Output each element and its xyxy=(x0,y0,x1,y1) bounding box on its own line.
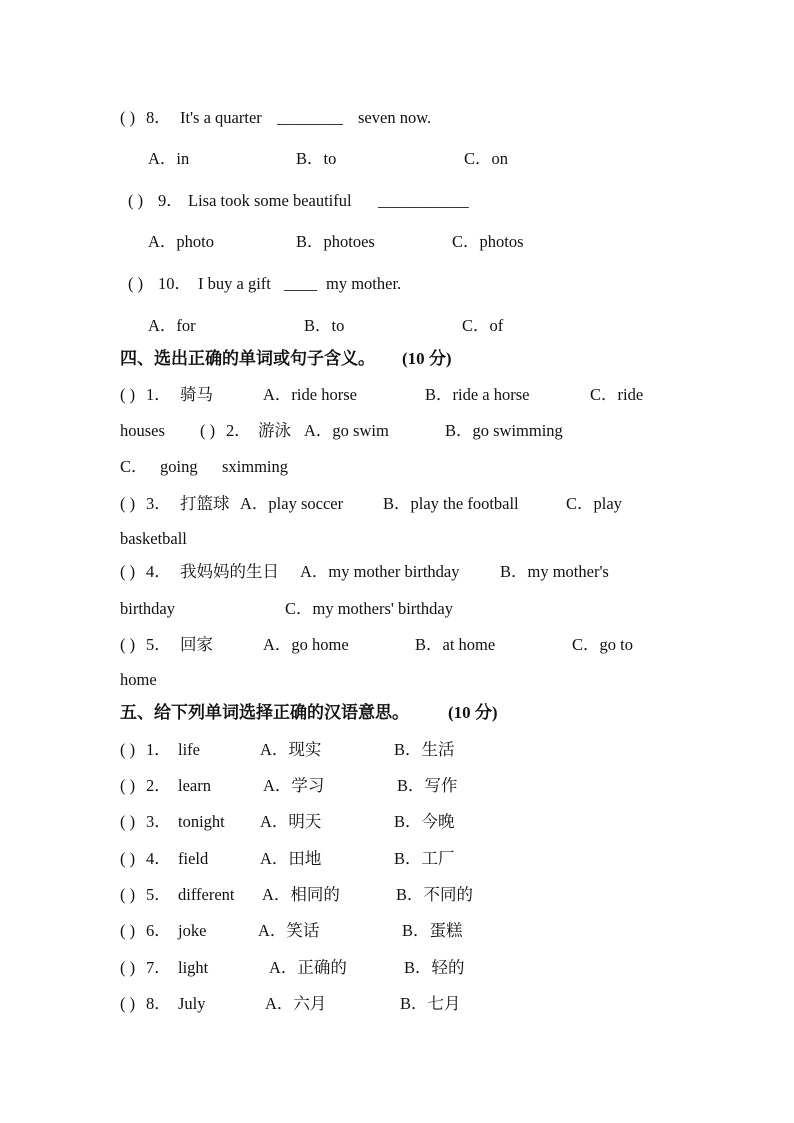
option-c: C．play xyxy=(566,494,622,513)
option-c: C．of xyxy=(462,316,504,335)
answer-parentheses[interactable]: ( ) xyxy=(120,385,136,404)
question-number: 6． xyxy=(146,921,171,940)
option-a: A．go home xyxy=(263,635,349,654)
question-word: 打篮球 xyxy=(180,494,230,513)
option-b: B．to xyxy=(296,149,337,168)
option-a: A．学习 xyxy=(263,776,325,795)
option-b: B．my mother's xyxy=(500,562,609,581)
question-word: 游泳 xyxy=(258,421,291,440)
option-c: C．on xyxy=(464,149,509,168)
question-number: 10． xyxy=(158,274,191,293)
answer-blank: ________ xyxy=(277,108,343,127)
answer-parentheses[interactable]: ( ) xyxy=(120,885,136,904)
answer-blank: ____ xyxy=(284,274,317,293)
question-number: 5． xyxy=(146,885,171,904)
question-word: 回家 xyxy=(180,635,213,654)
question-word: different xyxy=(178,885,235,904)
option-c: C．ride xyxy=(590,385,644,404)
option-a: A．ride horse xyxy=(263,385,357,404)
option-a: A．photo xyxy=(148,232,214,251)
option-a: A．my mother birthday xyxy=(300,562,460,581)
question-word: light xyxy=(178,958,209,977)
question-word: field xyxy=(178,849,209,868)
answer-parentheses[interactable]: ( ) xyxy=(128,191,144,210)
question-number: 8． xyxy=(146,994,171,1013)
question-stem-end: my mother. xyxy=(326,274,402,293)
option-c-continued: home xyxy=(120,670,157,689)
question-word: learn xyxy=(178,776,211,795)
answer-blank: ___________ xyxy=(378,191,469,210)
option-c-word-2: sximming xyxy=(222,457,289,476)
option-a: A．in xyxy=(148,149,190,168)
question-word: 我妈妈的生日 xyxy=(180,562,279,581)
question-stem: It's a quarter xyxy=(180,108,262,127)
question-number: 8． xyxy=(146,108,171,127)
section-title: 五、给下列单词选择正确的汉语意思。 xyxy=(120,703,409,722)
question-word: joke xyxy=(178,921,207,940)
question-word: July xyxy=(178,994,206,1013)
answer-parentheses[interactable]: ( ) xyxy=(128,274,144,293)
option-c-label: C． xyxy=(120,457,148,476)
question-stem-end: seven now. xyxy=(358,108,432,127)
answer-parentheses[interactable]: ( ) xyxy=(120,740,136,759)
question-stem: I buy a gift xyxy=(198,274,271,293)
question-number: 1． xyxy=(146,385,171,404)
option-b-continued: birthday xyxy=(120,599,175,618)
question-number: 1． xyxy=(146,740,171,759)
option-b: B．写作 xyxy=(397,776,458,795)
answer-parentheses[interactable]: ( ) xyxy=(120,921,136,940)
question-number: 3． xyxy=(146,494,171,513)
option-b: B．play the football xyxy=(383,494,519,513)
answer-parentheses[interactable]: ( ) xyxy=(120,849,136,868)
option-a: A．play soccer xyxy=(240,494,344,513)
question-number: 5． xyxy=(146,635,171,654)
question-word: tonight xyxy=(178,812,225,831)
option-b: B．生活 xyxy=(394,740,455,759)
answer-parentheses[interactable]: ( ) xyxy=(200,421,216,440)
question-number: 4． xyxy=(146,849,171,868)
question-number: 4． xyxy=(146,562,171,581)
question-word: life xyxy=(178,740,200,759)
answer-parentheses[interactable]: ( ) xyxy=(120,812,136,831)
question-number: 2． xyxy=(226,421,251,440)
option-c: C．go to xyxy=(572,635,633,654)
option-c: C．photos xyxy=(452,232,524,251)
answer-parentheses[interactable]: ( ) xyxy=(120,776,136,795)
option-b: B．今晚 xyxy=(394,812,455,831)
option-c: C．my mothers' birthday xyxy=(285,599,453,618)
answer-parentheses[interactable]: ( ) xyxy=(120,562,136,581)
option-c-continued: basketball xyxy=(120,529,187,548)
option-b: B．photoes xyxy=(296,232,375,251)
option-a: A．明天 xyxy=(260,812,322,831)
answer-parentheses[interactable]: ( ) xyxy=(120,494,136,513)
option-b: B．七月 xyxy=(400,994,461,1013)
section-points: (10 分) xyxy=(402,349,452,368)
question-word: 骑马 xyxy=(180,385,213,404)
option-a: A．六月 xyxy=(265,994,327,1013)
option-b: B．at home xyxy=(415,635,496,654)
question-number: 9． xyxy=(158,191,183,210)
option-a: A．go swim xyxy=(304,421,389,440)
answer-parentheses[interactable]: ( ) xyxy=(120,108,136,127)
option-c-word-1: going xyxy=(160,457,198,476)
option-a: A．现实 xyxy=(260,740,322,759)
option-a: A．笑话 xyxy=(258,921,320,940)
answer-parentheses[interactable]: ( ) xyxy=(120,635,136,654)
question-number: 3． xyxy=(146,812,171,831)
option-b: B．ride a horse xyxy=(425,385,530,404)
section-points: (10 分) xyxy=(448,703,498,722)
option-b: B．to xyxy=(304,316,345,335)
question-number: 2． xyxy=(146,776,171,795)
option-a: A．相同的 xyxy=(262,885,340,904)
question-number: 7． xyxy=(146,958,171,977)
option-a: A．for xyxy=(148,316,196,335)
option-c-continued: houses xyxy=(120,421,165,440)
option-b: B．轻的 xyxy=(404,958,465,977)
option-a: A．正确的 xyxy=(269,958,347,977)
option-b: B．go swimming xyxy=(445,421,563,440)
option-b: B．蛋糕 xyxy=(402,921,463,940)
section-title: 四、选出正确的单词或句子含义。 xyxy=(120,349,375,368)
answer-parentheses[interactable]: ( ) xyxy=(120,994,136,1013)
answer-parentheses[interactable]: ( ) xyxy=(120,958,136,977)
option-b: B．工厂 xyxy=(394,849,455,868)
question-stem: Lisa took some beautiful xyxy=(188,191,352,210)
option-b: B．不同的 xyxy=(396,885,474,904)
option-a: A．田地 xyxy=(260,849,322,868)
